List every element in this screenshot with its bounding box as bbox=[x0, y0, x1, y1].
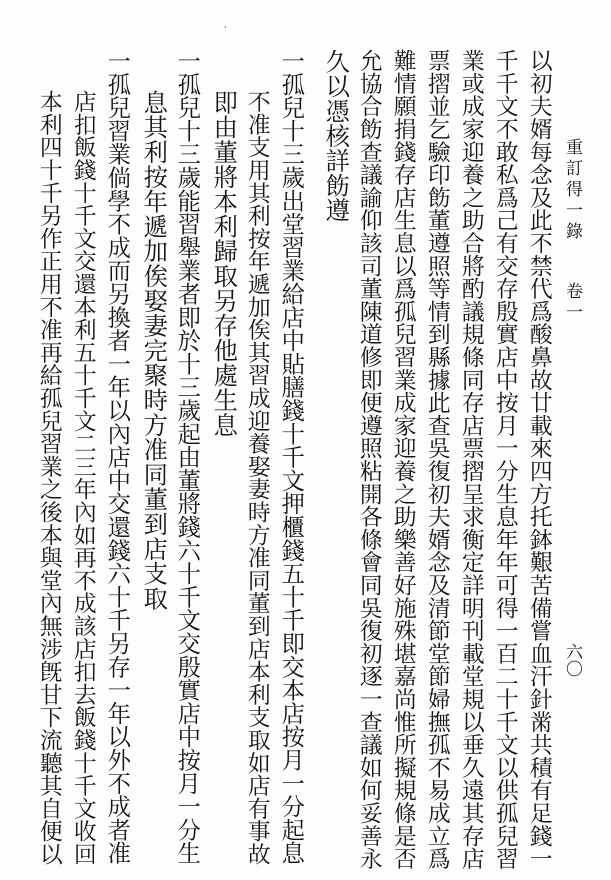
regulation-item: 一孤兒十三歲出堂習業給店中貼膳錢十千文押櫃錢五十千即交本店按月一分起息 bbox=[277, 49, 305, 865]
text-column: 以初夫婿每念及此不禁代爲酸鼻故廿載來四方托鉢艱苦備嘗血汗針黹共積有足錢一 bbox=[525, 49, 552, 870]
regulation-item: 息其利按年遞加俟娶妻完聚時方准同董到店支取 bbox=[139, 90, 169, 611]
text-column: 業或成家迎養之助合將酌議規條同存店票摺呈求衡定詳明刊載堂規以垂久遠其存店 bbox=[457, 49, 484, 870]
regulation-item: 一孤兒習業倘學不成而另換者一年以內店中交還錢六十千另存一年以外不成者准 bbox=[103, 49, 131, 865]
text-column: 千千文不敢私爲己有交存殷實店中按月一分生息年年可得一百二十千文以供孤兒習 bbox=[491, 49, 518, 870]
page-number: 六〇 bbox=[562, 643, 582, 677]
regulation-item: 不准支用其利按年遞加俟其習成迎養娶妻時方准同董到店本利支取如店有事故 bbox=[243, 90, 270, 866]
regulation-item: 本利四十千另作正用不准再給孤兒習業之後本與堂內無涉旣甘下流聽其自便以 bbox=[35, 90, 62, 866]
page-corner-mark: · bbox=[224, 23, 227, 33]
text-column: 久以憑核詳飭遵 bbox=[321, 49, 351, 223]
regulation-item: 即由董將本利歸取另存他處生息 bbox=[209, 90, 239, 438]
running-title: 重訂得一錄 bbox=[562, 138, 582, 243]
text-column: 票摺並乞驗印飭董遵照等情到縣據此查吳復初夫婿念及清節堂節婦撫孤不易成立爲 bbox=[423, 49, 450, 870]
regulation-item: 店扣飯錢十千文交還本利五十千文二三年內如再不成該店扣去飯錢十千文收回 bbox=[69, 90, 96, 866]
text-column: 難情願捐錢存店生息以爲孤兒習業成家迎養之助樂善好施殊堪嘉尚惟所擬規條是否 bbox=[389, 49, 416, 870]
regulation-item: 一孤兒十三歲能習舉業者即於十三歲起由董將錢六十千文交殷實店中按月一分生 bbox=[173, 49, 201, 865]
text-column: 允協合飭查議諭仰該司董陳道修即便遵照粘開各條會同吳復初逐一查議如何妥善永 bbox=[355, 49, 382, 870]
volume-label: 卷一 bbox=[562, 282, 582, 324]
